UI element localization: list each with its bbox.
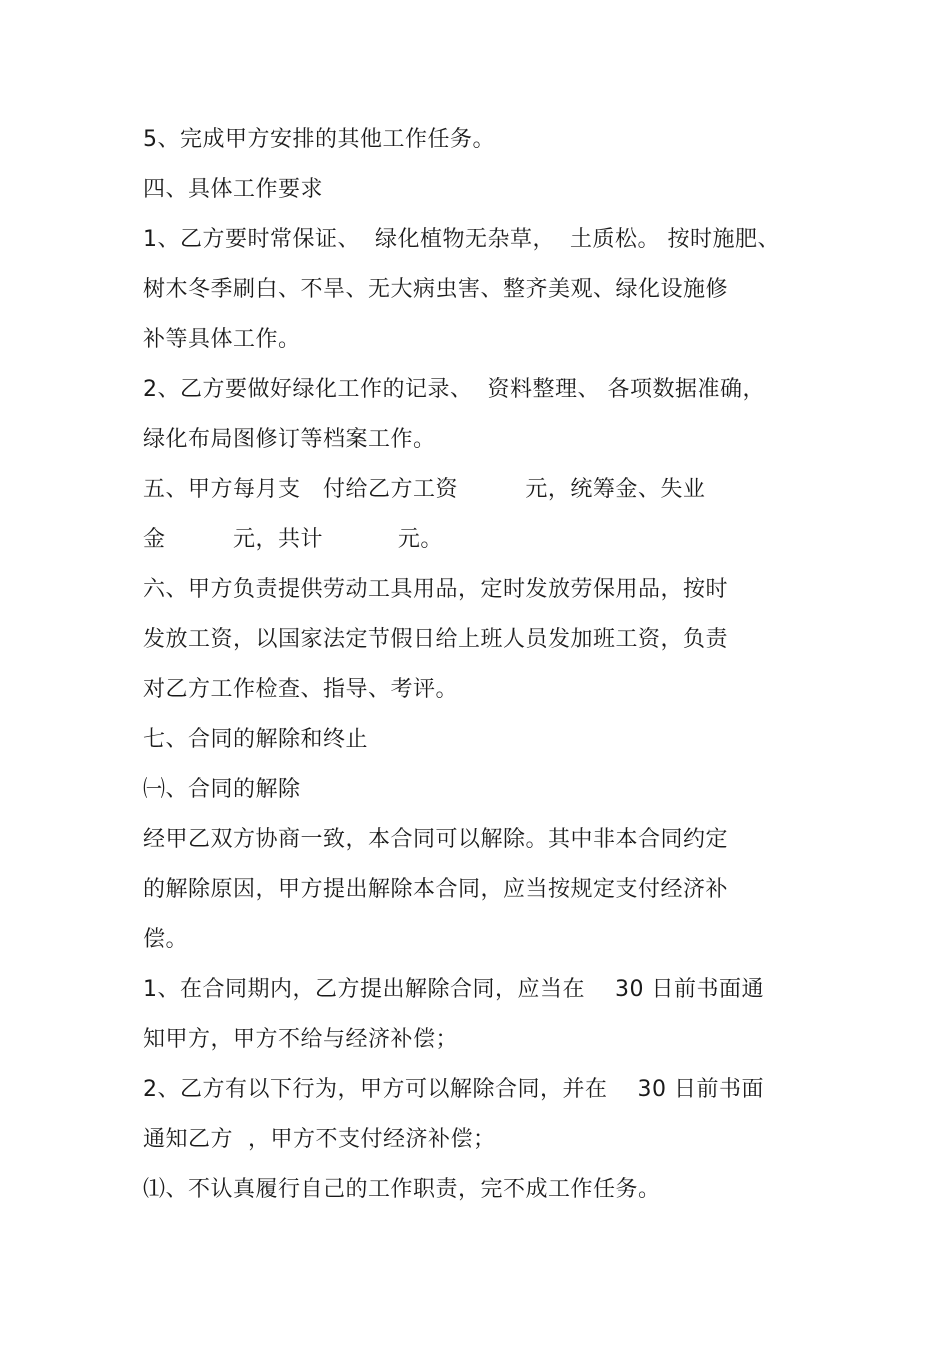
text-line: 2、乙方有以下行为，甲方可以解除合同，并在 30 日前书面 [143, 1077, 764, 1102]
text-line: 发放工资，以国家法定节假日给上班人员发加班工资，负责 [143, 627, 729, 652]
text-line: 补等具体工作。 [143, 327, 301, 352]
text-line: 的解除原因，甲方提出解除本合同，应当按规定支付经济补 [143, 877, 729, 902]
text-line: 金 元，共计 元。 [143, 527, 443, 552]
text-line: 树木冬季刷白、不旱、无大病虫害、整齐美观、绿化设施修 [143, 277, 729, 302]
text-line: 五、甲方每月支 付给乙方工资 元，统筹金、失业 [143, 477, 706, 502]
text-line: 5、完成甲方安排的其他工作任务。 [143, 127, 495, 152]
text-line: 通知乙方 ，甲方不支付经济补偿； [143, 1127, 496, 1152]
text-line: 六、甲方负责提供劳动工具用品，定时发放劳保用品，按时 [143, 577, 729, 602]
text-line: 绿化布局图修订等档案工作。 [143, 427, 436, 452]
text-line: 1、乙方要时常保证、 绿化植物无杂草， 土质松。 按时施肥、 [143, 227, 780, 252]
text-line: ⑴、不认真履行自己的工作职责，完不成工作任务。 [143, 1177, 661, 1202]
subsection-heading: ㈠、合同的解除 [143, 777, 301, 802]
section-heading: 四、具体工作要求 [143, 177, 324, 202]
text-line: 1、在合同期内，乙方提出解除合同，应当在 30 日前书面通 [143, 977, 764, 1002]
text-line: 2、乙方要做好绿化工作的记录、 资料整理、 各项数据准确， [143, 377, 765, 402]
text-line: 经甲乙双方协商一致，本合同可以解除。其中非本合同约定 [143, 827, 729, 852]
text-line: 知甲方，甲方不给与经济补偿； [143, 1027, 459, 1052]
section-heading: 七、合同的解除和终止 [143, 727, 369, 752]
text-line: 对乙方工作检查、指导、考评。 [143, 677, 459, 702]
text-line: 偿。 [143, 927, 189, 952]
